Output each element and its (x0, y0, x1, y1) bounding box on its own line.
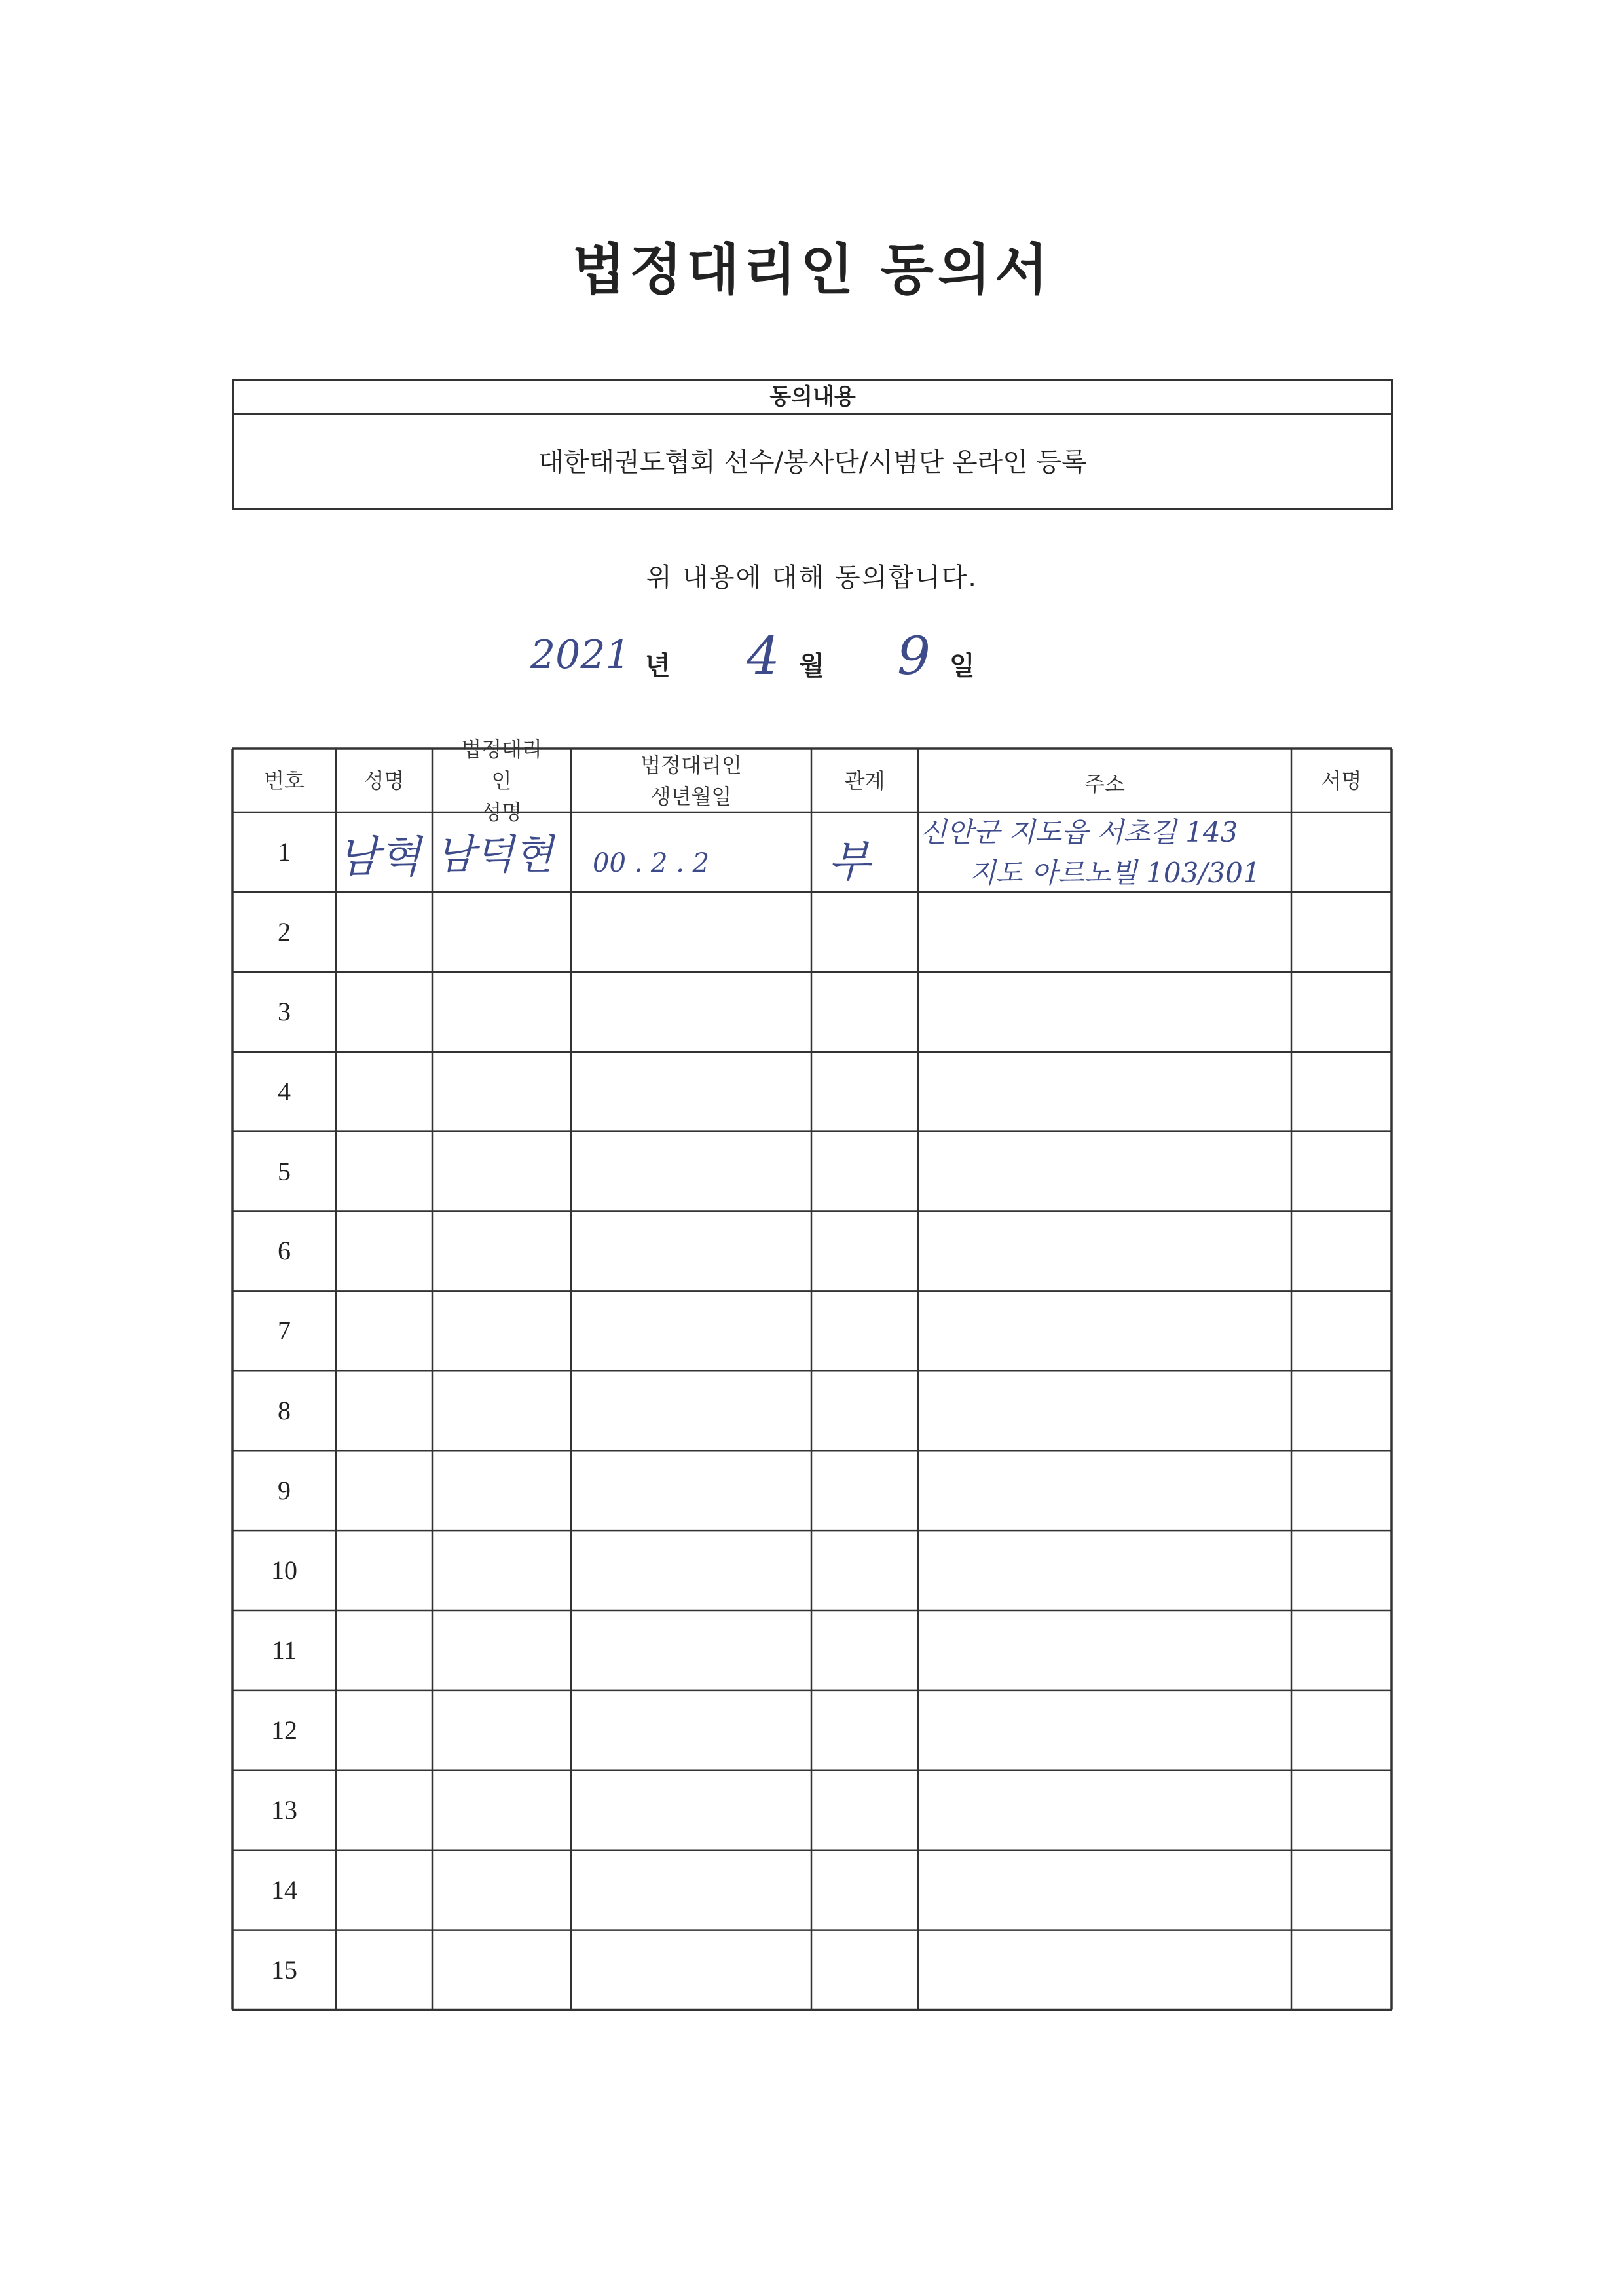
row-number: 13 (271, 1795, 297, 1825)
consent-header: 동의내용 (234, 381, 1391, 415)
row-number: 7 (278, 1316, 291, 1346)
row1-name: 남혁 (337, 832, 421, 882)
row-number: 6 (278, 1236, 291, 1266)
date-year: 2021 (530, 632, 631, 678)
header-signature: 서명 (1321, 768, 1362, 793)
row-number: 14 (271, 1875, 297, 1905)
row-number: 4 (278, 1076, 291, 1106)
date-day: 9 (897, 625, 931, 686)
row1-guardian-birth: 00 . 2 . 2 (593, 848, 710, 878)
row-number: 15 (271, 1954, 297, 1985)
header-number: 번호 (264, 768, 304, 793)
row-number: 2 (278, 916, 291, 946)
row-number: 9 (278, 1476, 291, 1506)
header-guardian-birth: 법정대리인 생년월일 (640, 752, 742, 809)
row-number: 8 (278, 1396, 291, 1426)
row1-address-line1: 신안군 지도읍 서초길 143 (920, 816, 1238, 848)
header-guardian-name: 법정대리인 성명 (461, 736, 542, 825)
row-number: 11 (271, 1635, 297, 1665)
row-number: 12 (271, 1715, 297, 1745)
row1-guardian-name: 남덕현 (435, 830, 553, 878)
row-number: 10 (271, 1556, 297, 1586)
date-day-unit: 일 (950, 651, 975, 681)
header-relation: 관계 (844, 768, 885, 793)
row1-address-line2: 지도 아르노빌 103/301 (969, 857, 1261, 889)
date-year-unit: 년 (645, 651, 671, 681)
row1-relation: 부 (828, 836, 870, 887)
header-address: 주소 (1084, 771, 1125, 796)
row-number: 5 (278, 1156, 291, 1186)
consent-content: 대한태권도협회 선수/봉사단/시범단 온라인 등록 (538, 447, 1087, 477)
date-month: 4 (747, 625, 780, 686)
header-name: 성명 (363, 768, 405, 793)
row-number: 1 (278, 836, 291, 867)
date-month-unit: 월 (799, 651, 824, 681)
agree-statement: 위 내용에 대해 동의합니다. (646, 563, 978, 593)
row-number: 3 (278, 996, 291, 1026)
page-title: 법정대리인 동의서 (572, 238, 1052, 302)
